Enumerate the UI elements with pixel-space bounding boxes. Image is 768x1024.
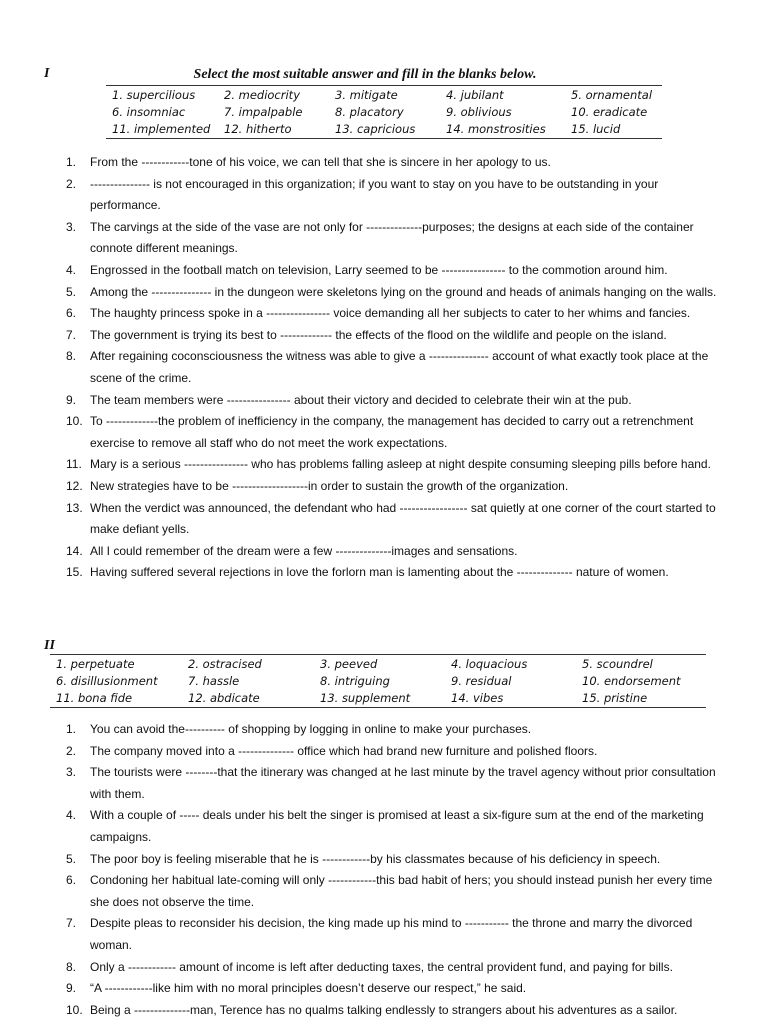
question-number: 14.	[66, 543, 83, 558]
question-text: When the verdict was announced, the defendant who had ----------------- sat quietly at one corner of the court started to make defiant yells.	[90, 500, 716, 537]
question-text: The poor boy is feeling miserable that he is ------------by his classmates because of his deficiency in speech.	[90, 851, 661, 866]
word-bank-row	[106, 122, 662, 139]
word-bank-option: 11. implemented	[112, 122, 211, 136]
question-number: 1.	[66, 722, 77, 736]
question-text: Condoning her habitual late-coming will only ------------this bad habit of hers; you should instead punish her every time she does not observe the time.	[90, 873, 713, 909]
word-bank-option: 7. hassle	[188, 674, 240, 688]
question-text: Despite pleas to reconsider his decision, the king made up his mind to ----------- the throne and marry the divorced woman.	[90, 916, 693, 952]
question-text: New strategies have to be -------------------in order to sustain the growth of the organization.	[90, 478, 569, 493]
question-text: Among the --------------- in the dungeon were skeletons lying on the ground and heads of animals hanging on the walls.	[90, 284, 717, 299]
word-bank-row	[50, 657, 706, 674]
word-bank-option: 14. vibes	[451, 691, 504, 705]
question-item	[66, 978, 726, 1000]
question-text: The haughty princess spoke in a ---------------- voice demanding all her subjects to cater to her whims and fancies.	[90, 306, 691, 321]
word-bank-option: 6. insomniac	[112, 105, 186, 119]
question-number: 4.	[66, 262, 77, 277]
question-number: 15.	[66, 565, 83, 580]
question-text: The carvings at the side of the vase are not only for --------------purposes; the designs at each side of the container connote different meanings.	[90, 219, 694, 256]
question-text: The government is trying its best to ------------- the effects of the flood on the wildlife and people on the island.	[90, 327, 667, 342]
question-number: 9.	[66, 392, 77, 407]
question-number: 6.	[66, 873, 77, 888]
question-item	[66, 741, 726, 763]
question-text: The tourists were --------that the itinerary was changed at he last minute by the travel agency without prior consultation with them.	[90, 765, 716, 801]
question-item	[66, 498, 726, 541]
question-item	[66, 849, 726, 871]
question-number: 4.	[66, 808, 77, 823]
question-item	[66, 1000, 726, 1022]
question-number: 3.	[66, 219, 77, 234]
question-item	[66, 260, 726, 282]
word-bank-option: 12. abdicate	[188, 691, 260, 705]
word-bank-row	[50, 674, 706, 691]
word-bank-option: 10. endorsement	[582, 674, 681, 688]
question-item	[66, 152, 726, 174]
question-item	[66, 913, 726, 956]
word-bank-option: 7. impalpable	[224, 105, 303, 119]
question-item	[66, 762, 726, 805]
question-text: You can avoid the---------- of shopping by logging in online to make your purchases.	[90, 722, 532, 736]
question-item	[66, 805, 726, 848]
question-text: The team members were ---------------- about their victory and decided to celebrate their win at the pub.	[90, 392, 632, 407]
word-bank-option: 6. disillusionment	[56, 674, 158, 688]
word-bank-option: 4. jubilant	[446, 88, 504, 102]
word-bank-option: 15. lucid	[571, 122, 621, 136]
question-text: Having suffered several rejections in love the forlorn man is lamenting about the -------------- nature of women.	[90, 565, 669, 580]
question-item	[66, 870, 726, 913]
question-number: 8.	[66, 349, 77, 364]
section-1-instruction: Select the most suitable answer and fill in the blanks below.	[193, 67, 537, 82]
word-bank-option: 10. eradicate	[571, 105, 648, 119]
question-text: All I could remember of the dream were a few --------------images and sensations.	[90, 543, 518, 558]
word-bank-option: 15. pristine	[582, 691, 648, 705]
word-bank-option: 4. loquacious	[451, 657, 528, 671]
question-item	[66, 390, 726, 412]
word-bank-option: 13. capricious	[335, 122, 416, 136]
question-number: 3.	[66, 765, 77, 780]
question-item	[66, 719, 726, 741]
word-bank-row	[106, 88, 662, 105]
question-number: 1.	[66, 155, 77, 169]
question-text: Being a --------------man, Terence has no qualms talking endlessly to strangers about his adventures as a sailor.	[90, 1002, 678, 1017]
question-item	[66, 282, 726, 304]
section-2-word-bank	[50, 654, 706, 708]
question-number: 12.	[66, 478, 83, 493]
question-number: 7.	[66, 916, 77, 931]
section-1-numeral: I	[44, 66, 50, 81]
word-bank-option: 2. mediocrity	[224, 88, 300, 102]
question-item	[66, 562, 726, 584]
question-text: The company moved into a -------------- office which had brand new furniture and polished floors.	[90, 743, 598, 758]
question-number: 2.	[66, 743, 77, 758]
question-item	[66, 476, 726, 498]
word-bank-option: 9. oblivious	[446, 105, 512, 119]
word-bank-option: 13. supplement	[320, 691, 411, 705]
word-bank-row	[106, 105, 662, 122]
question-item	[66, 541, 726, 563]
question-item	[66, 303, 726, 325]
question-text: To -------------the problem of inefficiency in the company, the management has decided to carry out a retrenchment exercise to remove all staff who do not meet the work expectations.	[90, 414, 694, 450]
question-item	[66, 957, 726, 979]
question-number: 2.	[66, 176, 77, 191]
word-bank-option: 1. perpetuate	[56, 657, 135, 671]
word-bank-option: 2. ostracised	[188, 657, 262, 671]
question-item	[66, 325, 726, 347]
word-bank-option: 8. intriguing	[320, 674, 390, 688]
word-bank-option: 1. supercilious	[112, 88, 196, 102]
question-number: 5.	[66, 284, 77, 299]
question-text: From the ------------tone of his voice, we can tell that she is sincere in her apology to us.	[90, 155, 551, 169]
question-number: 10.	[66, 1002, 83, 1017]
question-item	[66, 454, 726, 476]
question-number: 9.	[66, 981, 77, 996]
question-text: Engrossed in the football match on television, Larry seemed to be ---------------- to the commotion around him.	[90, 262, 668, 277]
word-bank-option: 5. ornamental	[571, 88, 653, 102]
question-text: Only a ------------ amount of income is left after deducting taxes, the central provident fund, and paying for bills.	[90, 959, 673, 974]
question-item	[66, 346, 726, 389]
question-text: --------------- is not encouraged in this organization; if you want to stay on you have to be outstanding in your performance.	[90, 176, 659, 213]
section-1-questions	[66, 152, 726, 584]
question-number: 6.	[66, 306, 77, 321]
question-number: 7.	[66, 327, 77, 342]
section-2-questions	[66, 719, 726, 1021]
question-text: Mary is a serious ---------------- who has problems falling asleep at night despite consuming sleeping pills before hand.	[90, 457, 711, 472]
question-item	[66, 217, 726, 260]
section-1-word-bank	[106, 85, 662, 139]
word-bank-option: 14. monstrosities	[446, 122, 546, 136]
word-bank-option: 5. scoundrel	[582, 657, 653, 671]
word-bank-option: 3. peeved	[320, 657, 378, 671]
question-item	[66, 174, 726, 217]
question-number: 10.	[66, 414, 83, 429]
question-text: With a couple of ----- deals under his belt the singer is promised at least a six-figure sum at the end of the marketing campaigns.	[90, 808, 704, 844]
question-number: 11.	[66, 457, 82, 472]
question-text: After regaining coconsciousness the witness was able to give a --------------- account of what exactly took place at the scene of the crime.	[90, 349, 709, 385]
word-bank-row	[50, 691, 706, 708]
word-bank-option: 11. bona fide	[56, 691, 133, 705]
question-item	[66, 411, 726, 454]
word-bank-option: 9. residual	[451, 674, 512, 688]
question-text: “A ------------like him with no moral principles doesn’t deserve our respect,” he said.	[90, 981, 527, 996]
word-bank-option: 12. hitherto	[224, 122, 292, 136]
section-2-numeral: II	[44, 638, 55, 653]
word-bank-option: 8. placatory	[335, 105, 404, 119]
word-bank-option: 3. mitigate	[335, 88, 398, 102]
question-number: 13.	[66, 500, 83, 515]
question-number: 5.	[66, 851, 77, 866]
question-number: 8.	[66, 959, 77, 974]
